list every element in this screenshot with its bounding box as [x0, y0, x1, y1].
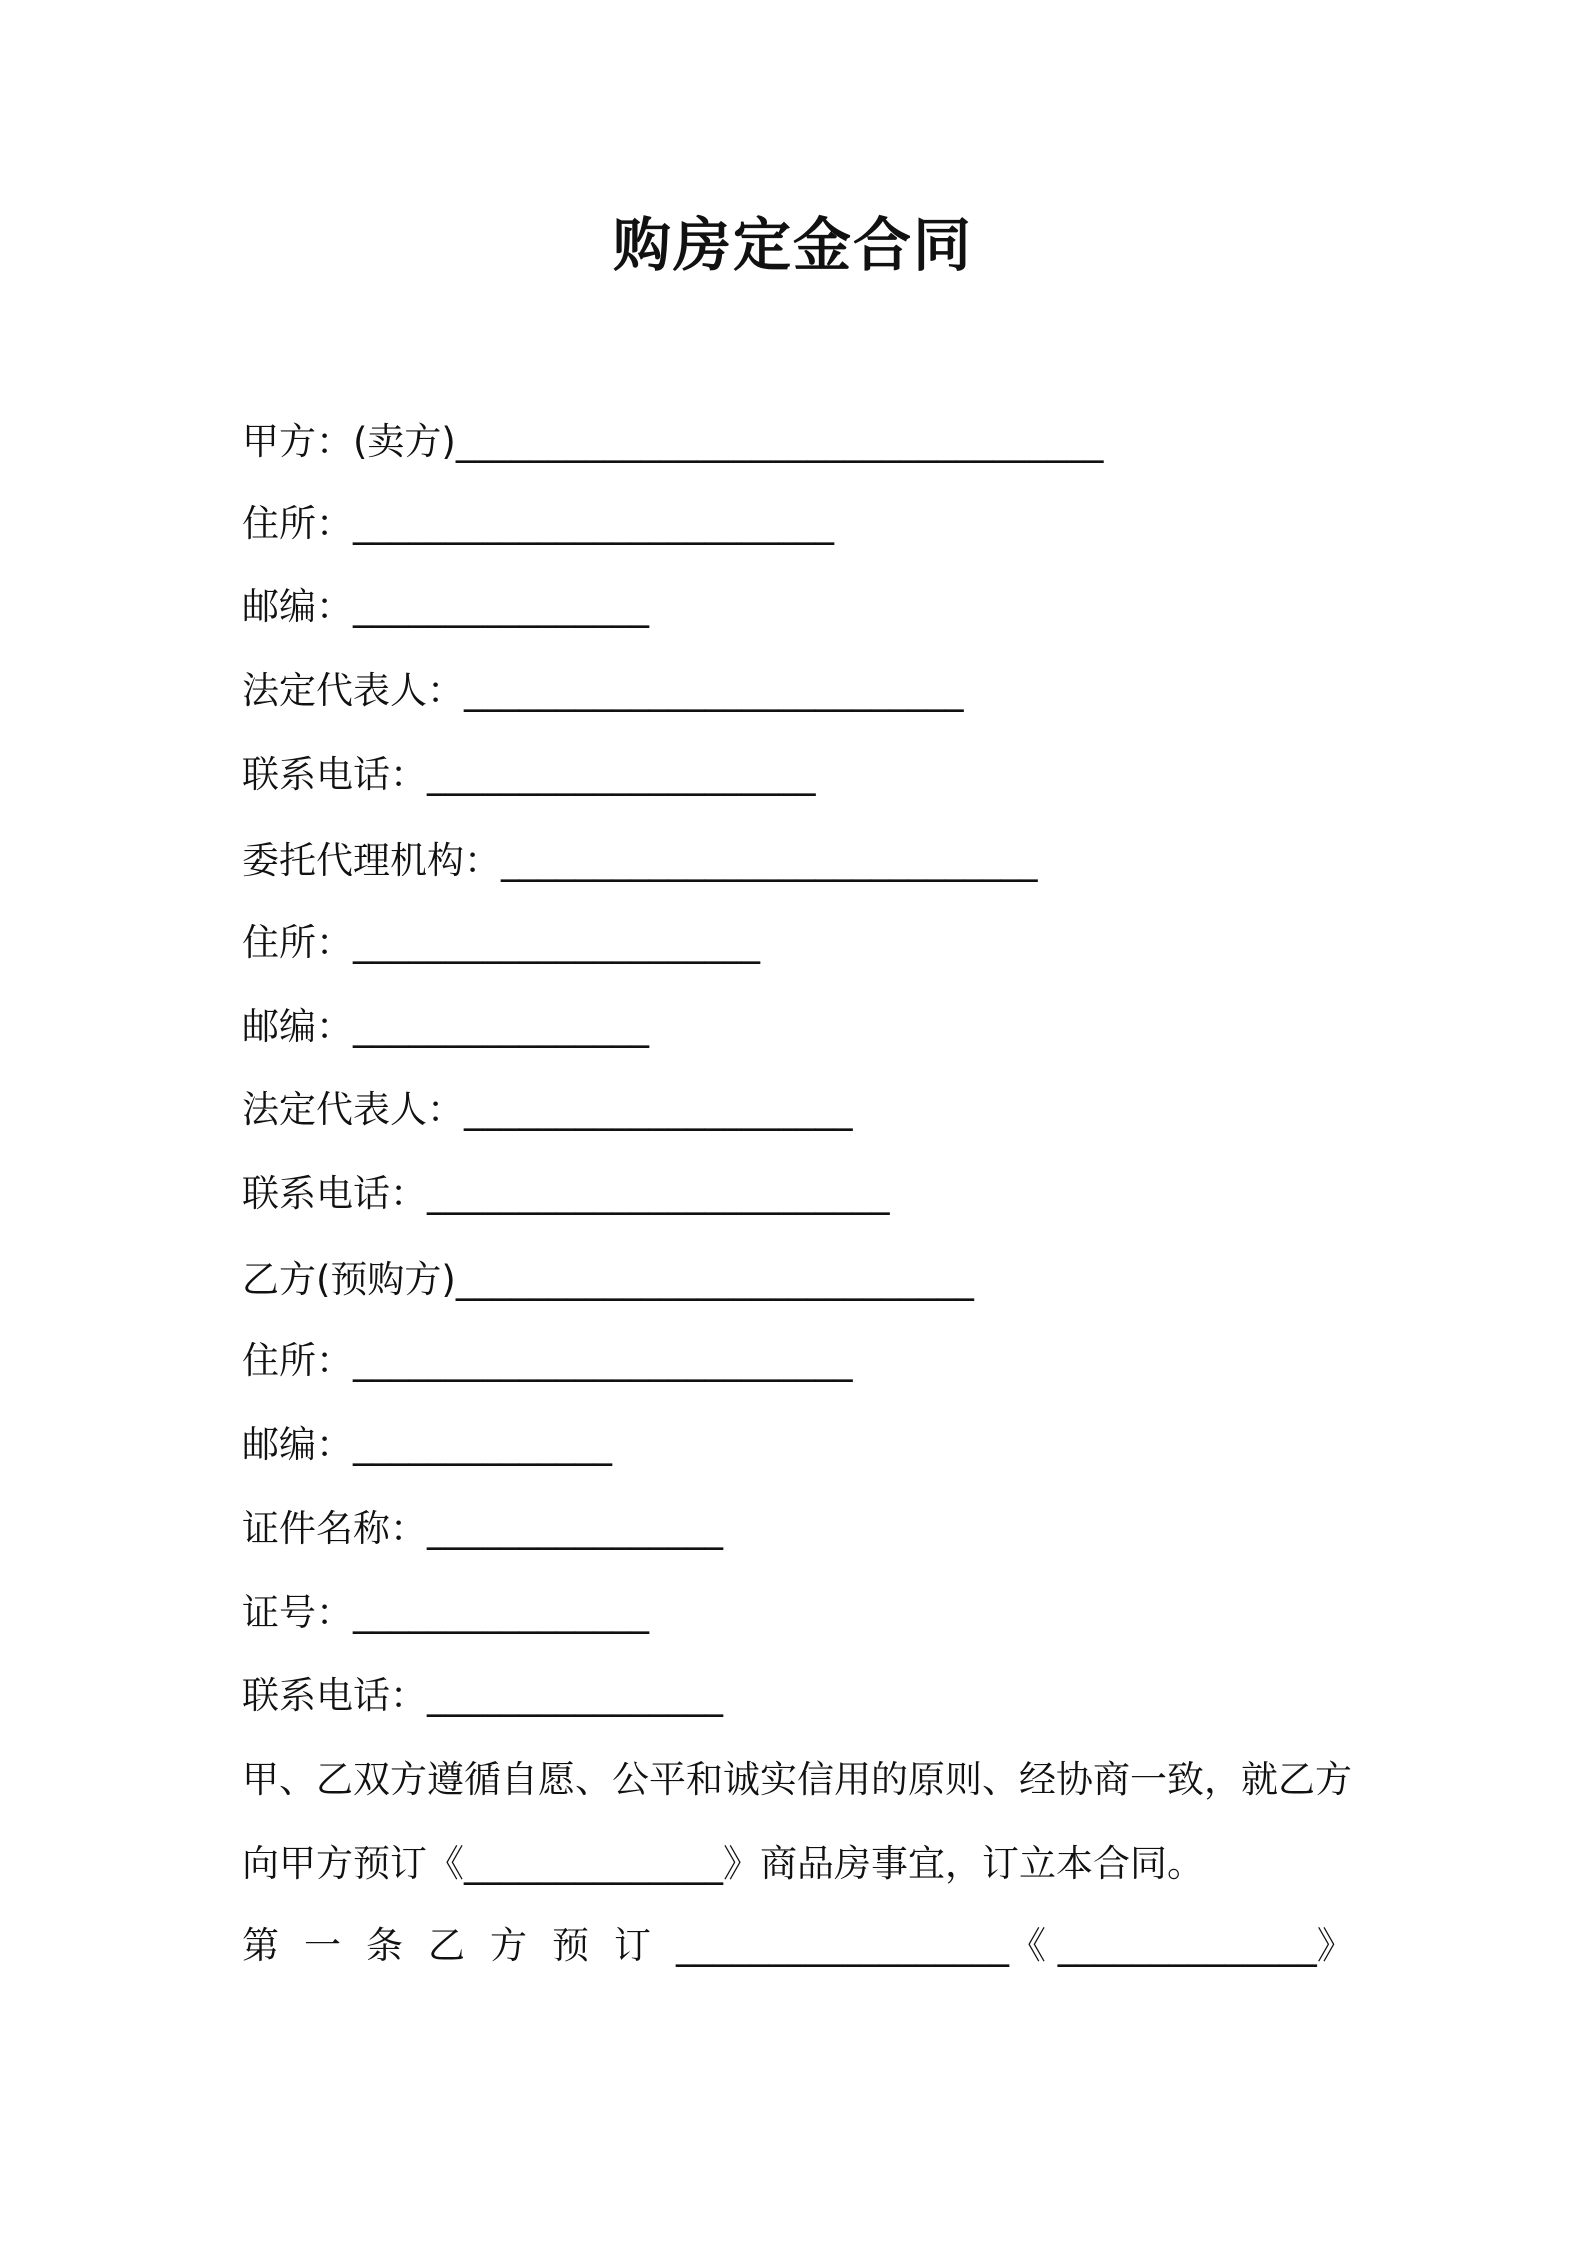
agency-phone-label: 联系电话：	[242, 1172, 427, 1215]
party-b-address-line	[242, 1333, 853, 1389]
agency-legal-rep-blank[interactable]: _____________________	[464, 1088, 853, 1131]
agency-legal-rep-label: 法定代表人：	[242, 1088, 464, 1131]
party-a-label: 甲方：(卖方)	[242, 420, 456, 463]
party-b-postcode-line	[242, 1417, 612, 1473]
party-b-phone-label: 联系电话：	[242, 1674, 427, 1717]
agency-address-blank[interactable]: ______________________	[353, 921, 760, 964]
agency-postcode-line	[242, 999, 649, 1055]
party-a-legal-rep-blank[interactable]: ___________________________	[464, 669, 964, 712]
party-a-address-blank[interactable]: __________________________	[353, 502, 834, 545]
agency-postcode-label: 邮编：	[242, 1005, 353, 1048]
party-b-id-number-blank[interactable]: ________________	[353, 1591, 649, 1634]
party-b-blank[interactable]: ____________________________	[455, 1258, 974, 1301]
party-a-postcode-blank[interactable]: ________________	[353, 585, 649, 628]
agency-phone-line	[242, 1166, 890, 1222]
party-a-blank[interactable]: ___________________________________	[455, 420, 1104, 463]
party-a-postcode-label: 邮编：	[242, 585, 353, 628]
party-b-id-number-line	[242, 1585, 649, 1641]
party-a-phone-line	[242, 747, 816, 803]
party-a-line	[242, 414, 1103, 470]
party-a-phone-label: 联系电话：	[242, 753, 427, 796]
party-b-label: 乙方(预购方)	[242, 1258, 456, 1301]
party-b-address-label: 住所：	[242, 1339, 353, 1382]
party-a-address-line	[242, 496, 834, 552]
agency-legal-rep-line	[242, 1082, 853, 1138]
preamble-line-2: 向甲方预订《______________》商品房事宜，订立本合同。	[242, 1842, 1204, 1885]
party-b-id-name-line	[242, 1501, 723, 1557]
party-b-line	[242, 1252, 974, 1308]
agency-address-line	[242, 915, 760, 971]
party-b-id-name-label: 证件名称：	[242, 1507, 427, 1550]
party-a-legal-rep-line	[242, 663, 964, 719]
agency-label: 委托代理机构：	[242, 839, 501, 882]
party-b-postcode-label: 邮编：	[242, 1423, 353, 1466]
article-1-line	[242, 1918, 1354, 1974]
party-b-id-name-blank[interactable]: ________________	[427, 1507, 723, 1550]
party-b-phone-blank[interactable]: ________________	[427, 1674, 723, 1717]
party-a-address-label: 住所：	[242, 502, 353, 545]
article-1-blank[interactable]: __________________《 ______________》	[676, 1924, 1354, 1967]
party-b-phone-line	[242, 1668, 723, 1724]
party-b-postcode-blank[interactable]: ______________	[353, 1423, 612, 1466]
agency-phone-blank[interactable]: _________________________	[427, 1172, 890, 1215]
party-a-postcode-line	[242, 579, 649, 635]
party-b-id-number-label: 证号：	[242, 1591, 353, 1634]
preamble-line-1: 甲、乙双方遵循自愿、公平和诚实信用的原则、经协商一致，就乙方	[242, 1758, 1352, 1801]
document-title: 购房定金合同	[612, 211, 973, 279]
party-a-phone-blank[interactable]: _____________________	[427, 753, 816, 796]
agency-address-label: 住所：	[242, 921, 353, 964]
agency-postcode-blank[interactable]: ________________	[353, 1005, 649, 1048]
article-1-label: 第一条乙方预订	[242, 1924, 676, 1967]
party-a-legal-rep-label: 法定代表人：	[242, 669, 464, 712]
party-b-address-blank[interactable]: ___________________________	[353, 1339, 853, 1382]
agency-blank[interactable]: _____________________________	[501, 839, 1038, 882]
agency-line	[242, 833, 1038, 889]
